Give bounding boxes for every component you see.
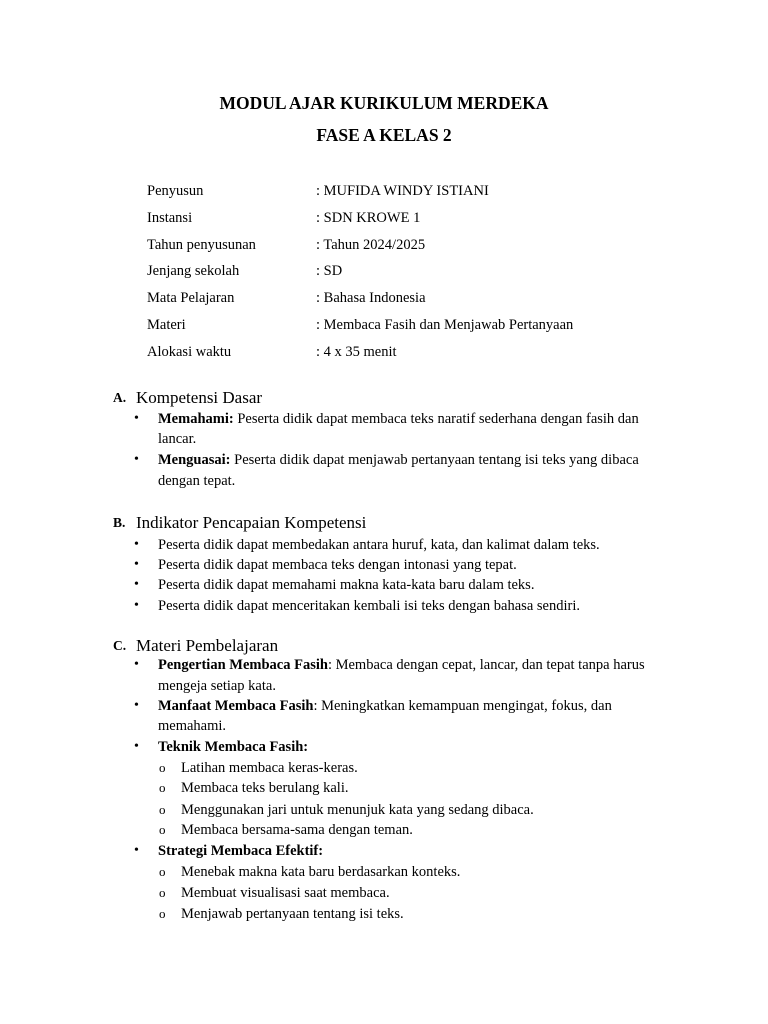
item-lead: Menguasai:	[158, 452, 231, 468]
sub-list-item: Membaca bersama-sama dengan teman.	[181, 822, 413, 838]
sub-bullet-icon: o	[159, 760, 166, 775]
list-item-text	[158, 657, 645, 674]
section-c-title: Materi Pembelajaran	[136, 636, 279, 655]
list-item-continuation: lancar.	[158, 431, 197, 447]
sub-bullet-icon: o	[159, 906, 166, 921]
item-text: : Meningkatkan kemampuan mengingat, fokus, dan	[313, 698, 612, 714]
item-lead: Memahami:	[158, 411, 234, 427]
bullet-icon: •	[134, 577, 139, 592]
bullet-icon: •	[134, 537, 139, 552]
sub-list-item: Membaca teks berulang kali.	[181, 780, 349, 796]
list-item: Peserta didik dapat memahami makna kata-kata baru dalam teks.	[158, 577, 535, 593]
bullet-icon: •	[134, 411, 139, 426]
item-lead: Manfaat Membaca Fasih	[158, 698, 314, 714]
sub-bullet-icon: o	[159, 780, 166, 795]
info-value: : Membaca Fasih dan Menjawab Pertanyaan	[316, 317, 574, 333]
bullet-icon: •	[134, 452, 139, 467]
list-item-text	[158, 411, 639, 428]
info-value: : Bahasa Indonesia	[316, 290, 426, 306]
bullet-icon: •	[134, 739, 139, 754]
item-lead: Strategi Membaca Efektif:	[158, 843, 324, 859]
list-item: Peserta didik dapat membedakan antara huruf, kata, dan kalimat dalam teks.	[158, 537, 600, 553]
sub-list-item: Membuat visualisasi saat membaca.	[181, 885, 390, 901]
bullet-icon: •	[134, 598, 139, 613]
info-label: Mata Pelajaran	[147, 290, 235, 306]
bullet-icon: •	[134, 557, 139, 572]
section-c-letter: C.	[113, 638, 127, 653]
item-lead: Teknik Membaca Fasih:	[158, 739, 309, 755]
item-text: : Membaca dengan cepat, lancar, dan tepat tanpa harus	[327, 657, 645, 673]
sub-list-item: Menebak makna kata baru berdasarkan konteks.	[181, 864, 461, 880]
list-item-continuation: memahami.	[158, 718, 227, 734]
info-value: : SDN KROWE 1	[316, 210, 421, 226]
info-label: Tahun penyusunan	[147, 237, 256, 253]
info-label: Instansi	[147, 210, 193, 226]
sub-bullet-icon: o	[159, 802, 166, 817]
info-value: : SD	[316, 263, 343, 279]
bullet-icon: •	[134, 657, 139, 672]
info-value: : MUFIDA WINDY ISTIANI	[316, 183, 489, 199]
item-text: Peserta didik dapat menjawab pertanyaan tentang isi teks yang dibaca	[230, 452, 639, 468]
item-lead: Pengertian Membaca Fasih	[158, 657, 328, 673]
info-label: Materi	[147, 317, 186, 333]
info-label: Alokasi waktu	[147, 344, 232, 360]
section-b-title: Indikator Pencapaian Kompetensi	[136, 513, 367, 532]
list-item: Peserta didik dapat membaca teks dengan intonasi yang tepat.	[158, 557, 517, 573]
list-item-heading	[158, 739, 308, 756]
section-b-letter: B.	[113, 515, 126, 530]
sub-list-item: Menjawab pertanyaan tentang isi teks.	[181, 906, 404, 922]
info-label: Penyusun	[147, 183, 204, 199]
bullet-icon: •	[134, 843, 139, 858]
sub-bullet-icon: o	[159, 885, 166, 900]
list-item-heading	[158, 843, 323, 860]
list-item-text	[158, 452, 639, 469]
list-item-text	[158, 698, 612, 715]
list-item-continuation: dengan tepat.	[158, 473, 236, 489]
list-item: Peserta didik dapat menceritakan kembali isi teks dengan bahasa sendiri.	[158, 598, 580, 614]
sub-bullet-icon: o	[159, 864, 166, 879]
sub-bullet-icon: o	[159, 822, 166, 837]
sub-list-item: Latihan membaca keras-keras.	[181, 760, 358, 776]
section-a-title: Kompetensi Dasar	[136, 388, 263, 407]
info-label: Jenjang sekolah	[147, 263, 240, 279]
list-item-continuation: mengeja setiap kata.	[158, 678, 276, 694]
sub-list-item: Menggunakan jari untuk menunjuk kata yang sedang dibaca.	[181, 802, 534, 818]
document-subtitle: FASE A KELAS 2	[316, 125, 452, 145]
document-title: MODUL AJAR KURIKULUM MERDEKA	[219, 93, 549, 113]
info-value: : 4 x 35 menit	[316, 344, 397, 360]
info-value: : Tahun 2024/2025	[316, 237, 426, 253]
section-a-letter: A.	[113, 390, 127, 405]
item-text: Peserta didik dapat membaca teks naratif sederhana dengan fasih dan	[233, 411, 639, 427]
bullet-icon: •	[134, 698, 139, 713]
